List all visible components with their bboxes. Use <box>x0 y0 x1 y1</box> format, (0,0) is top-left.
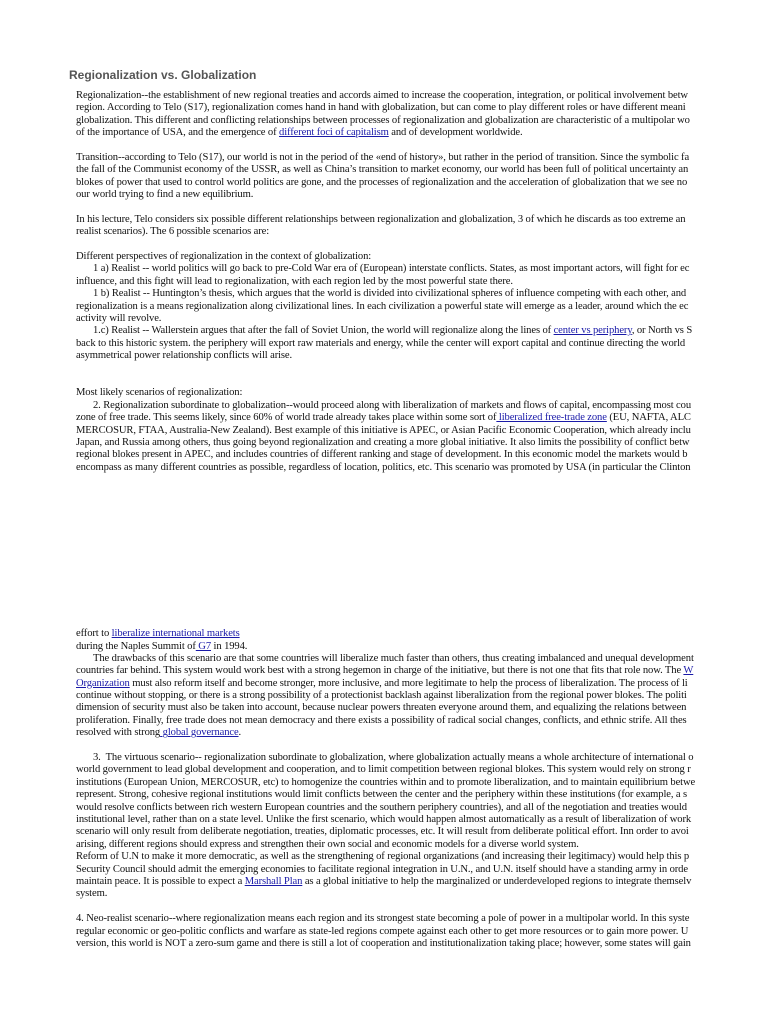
text-line: region. According to Telo (S17), regionalization comes hand in hand with globalization, but can come to play different roles or have different meani <box>76 102 686 114</box>
link-different-foci-of-capitalism[interactable]: different foci of capitalism <box>279 127 389 139</box>
text-line: institutional level, rather than on a state level. Unlike the first scenario, which would happen almost automatically as a result of liberalization of work <box>76 813 692 825</box>
link-liberalized-free-trade-zone[interactable]: liberalized free-trade zone <box>496 412 607 424</box>
text-line: proliferation. Finally, free trade does not mean democracy and there exists a possibility of radical social changes, conflicts, and ethnic strife. All thes <box>76 714 687 726</box>
text-line: our world trying to find a new equilibrium. <box>76 189 254 201</box>
paragraph-transition <box>76 152 768 202</box>
text-line: Most likely scenarios of regionalization: <box>76 387 243 399</box>
text-line: would resolve conflicts between rich western European countries and the southern periphery countries), and all of the negotiation and treaties would <box>76 801 687 813</box>
link-w[interactable]: W <box>683 665 694 677</box>
document-body <box>76 90 768 950</box>
text-line: represent. Strong, cohesive regional institutions would limit conflicts between the center and the periphery within these institutions (for example, a s <box>76 789 688 801</box>
paragraph-likely-scenarios <box>76 387 768 474</box>
text-line: asymmetrical power relationship conflicts will arise. <box>76 350 293 362</box>
text-line: regionalization is a means regionalization along civilizational lines. In each civilization a powerful state will emerge as a leader, around which the ec <box>76 300 689 312</box>
link-center-vs-periphery[interactable]: center vs periphery <box>553 325 632 337</box>
text-line: maintain peace. It is possible to expect a Marshall Plan as a global initiative to help the marginalized or underdeveloped regions to integrate themselv <box>76 875 692 887</box>
text-line: globalization. This different and conflicting relationships between processes of regionalization and globalization are characteristic of a multipolar wo <box>76 114 690 126</box>
paragraph-perspectives <box>76 251 768 363</box>
text-line: world government to lead global development and cooperation, and to limit competition between regional blokes. This system would rely on strong r <box>76 764 691 776</box>
text-line: encompass as many different countries as possible, regardless of location, politics, etc. This scenario was promoted by USA (in particular the Clinton <box>76 461 691 473</box>
text-line: 1 a) Realist -- world politics will go back to pre-Cold War era of (European) interstate conflicts. States, as most important actors, will fight for ec <box>93 263 690 275</box>
paragraph-drawbacks <box>76 628 768 740</box>
paragraph-regionalization <box>76 90 768 140</box>
text-line: realist scenarios). The 6 possible scenarios are: <box>76 226 270 238</box>
text-line: activity will revolve. <box>76 313 162 325</box>
text-line: version, this world is NOT a zero-sum game and there is still a lot of cooperation and institutionalization taking place; however, some states will gain <box>76 937 691 949</box>
link-global-governance[interactable]: global governance <box>160 727 239 739</box>
text-line: 4. Neo-realist scenario--where regionalization means each region and its strongest state becoming a pole of power in a multipolar world. In this syste <box>76 913 690 925</box>
text-line: of the importance of USA, and the emergence of different foci of capitalism and of development worldwide. <box>76 127 523 139</box>
text-line: institutions (European Union, MERCOSUR, etc) to homogenize the countries within and to promote liberalization, and to maintain equilibrium betwe <box>76 776 696 788</box>
text-line: Regionalization--the establishment of new regional treaties and accords aimed to increase the cooperation, integration, or political involvement betw <box>76 90 688 101</box>
link-organization[interactable]: Organization <box>76 677 130 689</box>
text-line: system. <box>76 888 108 900</box>
text-line: In his lecture, Telo considers six possible different relationships between regionalization and globalization, 3 of which he discards as too extreme an <box>76 213 686 225</box>
paragraph-lecture <box>76 214 768 239</box>
blank-area <box>76 474 768 628</box>
text-line: resolved with strong global governance. <box>76 727 242 739</box>
text-line: Japan, and Russia among others, thus going beyond regionalization and creating a more global initiative. It also limits the possibility of conflict betw <box>76 436 690 448</box>
text-line: effort to liberalize international markets <box>76 628 240 640</box>
text-line: continue without stopping, or there is a strong possibility of a protectionist backlash against liberalization from the regional power blokes. The politi <box>76 690 687 702</box>
text-line: Different perspectives of regionalization in the context of globalization: <box>76 251 372 263</box>
text-line: 3. The virtuous scenario-- regionalization subordinate to globalization, where globalization actually means a whole architecture of international o <box>93 752 694 764</box>
text-line: Transition--according to Telo (S17), our world is not in the period of the «end of history», but rather in the period of transition. Since the symbolic fa <box>76 151 690 163</box>
text-line: during the Naples Summit of G7 in 1994. <box>76 640 248 652</box>
link-marshall-plan[interactable]: Marshall Plan <box>244 875 303 887</box>
paragraph-virtuous-scenario <box>76 752 768 901</box>
text-line: regional blokes present in APEC, and includes countries of different ranking and stage of development. In this economic model the markets would b <box>76 449 688 461</box>
text-line: influence, and this fight will lead to regionalization, with each region led by the most powerful state there. <box>76 275 513 287</box>
text-line: Security Council should admit the emerging economies to facilitate regional integration in U.N., and U.N. itself should have a standing army in orde <box>76 863 688 875</box>
link-liberalize-international-markets[interactable]: liberalize international markets <box>111 628 240 640</box>
paragraph-neo-realist <box>76 913 768 950</box>
text-line: MERCOSUR, FTAA, Australia-New Zealand). Best example of this initiative is APEC, or Asian Pacific Economic Cooperation, which already inclu <box>76 424 691 436</box>
page-title: Regionalization vs. Globalization <box>69 68 257 82</box>
text-line: the fall of the Communist economy of the USSR, as well as China’s transition to market economy, our world has been full of political uncertainty an <box>76 164 689 176</box>
text-line: 1.c) Realist -- Wallerstein argues that after the fall of Soviet Union, the world will regionalize along the lines of center vs periphery, or North vs S <box>93 325 693 337</box>
text-line: dimension of security must also be taken into account, because nuclear powers threaten everyone around them, and equalizing the relations between <box>76 702 689 714</box>
text-line: blokes of power that used to control world politics are gone, and the processes of regionalization and the acceleration of globalization that we see no <box>76 176 688 188</box>
text-line: countries far behind. This system would work best with a strong hegemon in charge of the initiative, but there is not one that fits that role now. The W <box>76 665 694 677</box>
text-line: Organization must also reform itself and become stronger, more inclusive, and more legitimate to help the process of liberalization. The process of li <box>76 677 688 689</box>
text-line: Reform of U.N to make it more democratic, as well as the strengthening of regional organizations (and increasing their legitimacy) would help this p <box>76 851 690 863</box>
text-line: regular economic or geo-politic conflicts and warfare as state-led regions compete against each other to get more resources or to gain more power. U <box>76 925 689 937</box>
text-line: scenario will only result from deliberate negotiation, treaties, diplomatic processes, etc. It will result from deliberate political effort. Inn order to avoi <box>76 826 689 838</box>
link-g7[interactable]: G7 <box>195 640 212 652</box>
text-line: 2. Regionalization subordinate to globalization--would proceed along with liberalization of markets and flows of capital, encompassing most cou <box>93 399 691 411</box>
text-line: arising, different regions should express and strengthen their own social and economic models for a diverse world system. <box>76 838 579 850</box>
text-line: zone of free trade. This seems likely, since 60% of world trade already takes place within some sort of liberalized free-trade zone (EU, NAFTA, ALC <box>76 412 691 424</box>
text-line: back to this historic system. the periphery will export raw materials and energy, while the center will export capital and continue directing the world <box>76 337 688 349</box>
text-line: 1 b) Realist -- Huntington’s thesis, which argues that the world is divided into civilizational spheres of influence competing with each other, and <box>93 288 689 300</box>
text-line: The drawbacks of this scenario are that some countries will liberalize much faster than others, thus creating imbalanced and unequal development <box>93 652 694 664</box>
